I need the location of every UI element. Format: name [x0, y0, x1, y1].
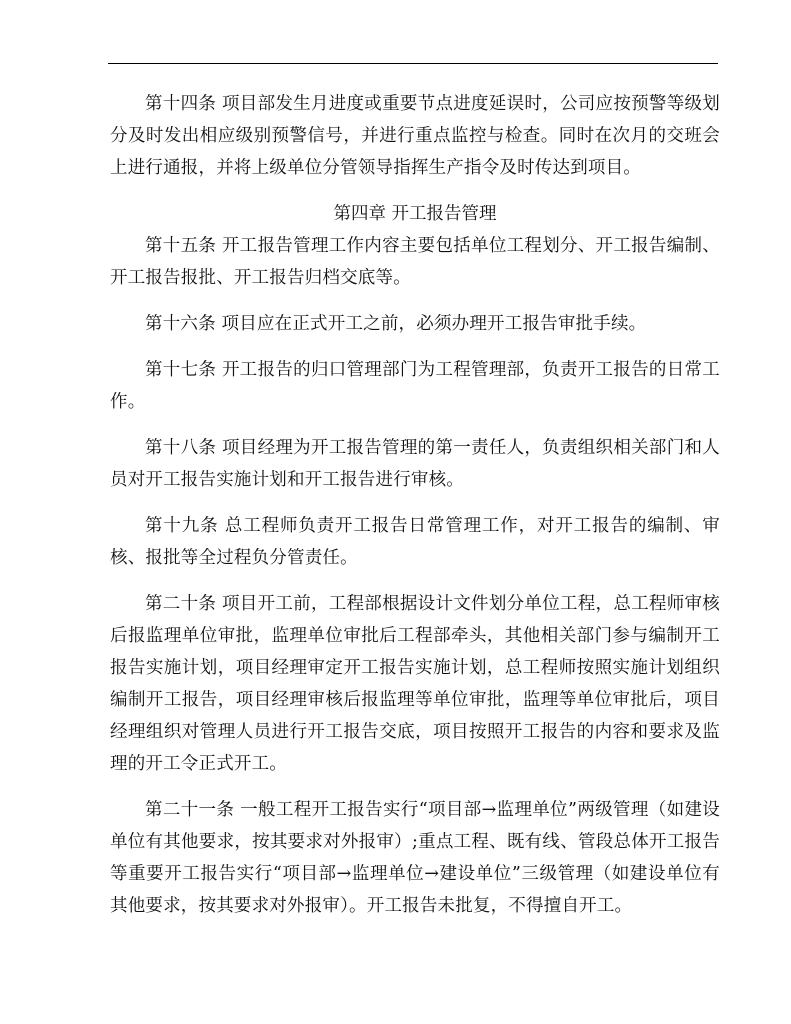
article-17: 第十七条 开工报告的归口管理部门为工程管理部，负责开工报告的日常工作。 — [110, 360, 720, 412]
article-21: 第二十一条 一般工程开工报告实行“项目部→监理单位”两级管理（如建设单位有其他要求，按其要求对外报审）;重点工程、既有线、管段总体开工报告等重要开工报告实行“项目部→监理单位→建设单位”三级管理（如建设单位有其他要求，按其要求对外报审）。开工报告未批复，不得擅自开工。 — [110, 800, 720, 916]
article-20: 第二十条 项目开工前，工程部根据设计文件划分单位工程，总工程师审核后报监理单位审批，监理单位审批后工程部牵头，其他相关部门参与编制开工报告实施计划，项目经理审定开工报告实施计划，总工程师按照实施计划组织编制开工报告，项目经理审核后报监理等单位审批，监理等单位审批后，项目经理组织对管理人员进行开工报告交底，项目按照开工报告的内容和要求及监理的开工令正式开工。 — [110, 594, 720, 774]
document-body — [110, 88, 720, 936]
article-14: 第十四条 项目部发生月进度或重要节点进度延误时，公司应按预警等级划分及时发出相应级别预警信号，并进行重点监控与检查。同时在次月的交班会上进行通报，并将上级单位分管领导指挥生产指令及时传达到项目。 — [110, 94, 720, 178]
article-16: 第十六条 项目应在正式开工之前，必须办理开工报告审批手续。 — [145, 314, 647, 334]
chapter-4-heading: 第四章 开工报告管理 — [333, 204, 497, 224]
article-15: 第十五条 开工报告管理工作内容主要包括单位工程划分、开工报告编制、开工报告报批、开工报告归档交底等。 — [110, 236, 720, 288]
article-19: 第十九条 总工程师负责开工报告日常管理工作，对开工报告的编制、审核、报批等全过程负分管责任。 — [110, 516, 720, 568]
header-rule — [108, 63, 718, 64]
article-18: 第十八条 项目经理为开工报告管理的第一责任人，负责组织相关部门和人员对开工报告实施计划和开工报告进行审核。 — [110, 438, 720, 490]
